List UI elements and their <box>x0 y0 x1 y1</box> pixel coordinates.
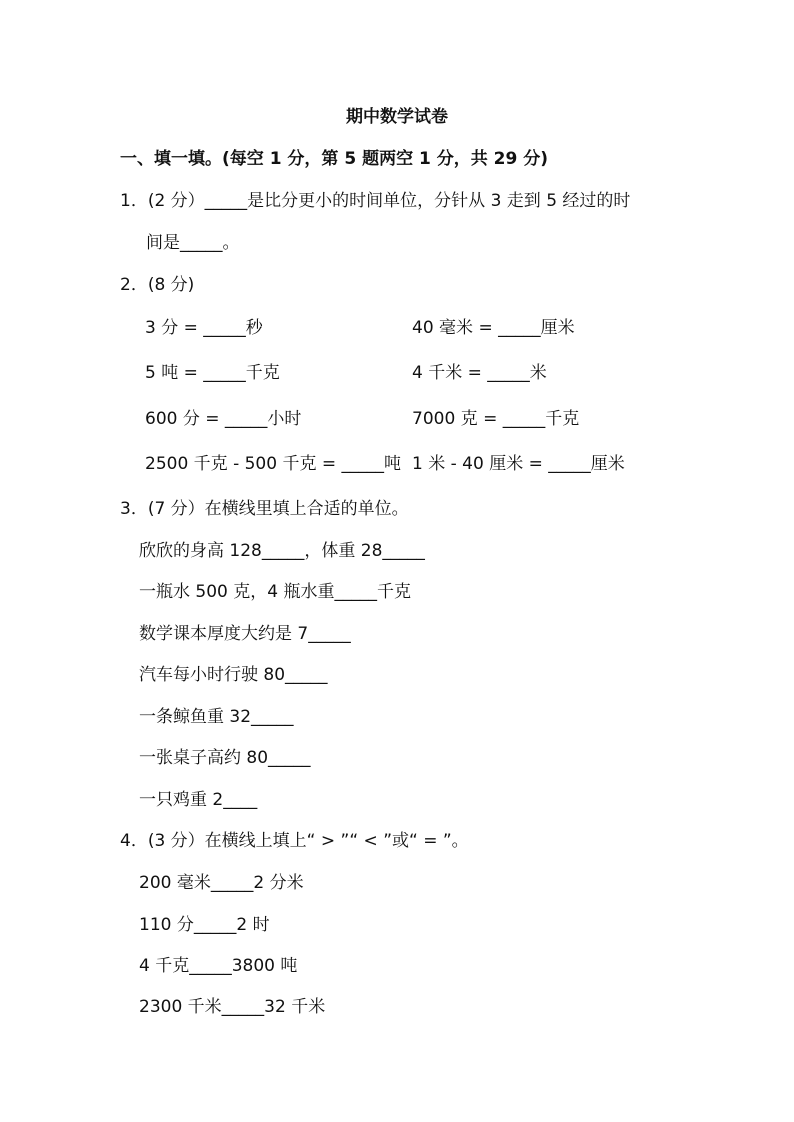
question-3-item: 欣欣的身高 128_____，体重 28_____ <box>139 541 425 561</box>
question-2-item: 5 吨 = _____千克 <box>145 363 280 383</box>
page-title: 期中数学试卷 <box>346 107 448 127</box>
question-3-item: 数学课本厚度大约是 7_____ <box>139 624 351 644</box>
question-4-heading: 4．(3 分）在横线上填上“ > ”“ < ”或“ = ”。 <box>120 831 469 851</box>
question-4-item: 2300 千米_____32 千米 <box>139 997 326 1017</box>
question-2-item: 1 米 - 40 厘米 = _____厘米 <box>412 454 625 474</box>
question-3-item: 一条鲸鱼重 32_____ <box>139 707 294 727</box>
question-4-item: 4 千克_____3800 吨 <box>139 956 298 976</box>
question-2-item: 4 千米 = _____米 <box>412 363 547 383</box>
question-3-heading: 3．(7 分）在横线里填上合适的单位。 <box>120 499 409 519</box>
question-1-line-2: 间是_____。 <box>146 233 240 253</box>
question-2-item: 7000 克 = _____千克 <box>412 409 580 429</box>
question-3-item: 一只鸡重 2____ <box>139 790 258 810</box>
question-3-item: 汽车每小时行驶 80_____ <box>139 665 328 685</box>
question-4-item: 110 分_____2 时 <box>139 915 270 935</box>
question-2-item: 3 分 = _____秒 <box>145 318 263 338</box>
question-3-item: 一瓶水 500 克，4 瓶水重_____千克 <box>139 582 411 602</box>
question-2-item: 40 毫米 = _____厘米 <box>412 318 575 338</box>
question-2-item: 600 分 = _____小时 <box>145 409 302 429</box>
question-2-item: 2500 千克 - 500 千克 = _____吨 <box>145 454 402 474</box>
question-3-item: 一张桌子高约 80_____ <box>139 748 311 768</box>
question-2-heading: 2．(8 分) <box>120 275 195 295</box>
question-4-item: 200 毫米_____2 分米 <box>139 873 304 893</box>
section-heading: 一、填一填。(每空 1 分，第 5 题两空 1 分，共 29 分) <box>120 149 549 169</box>
question-1-line-1: 1．(2 分）_____是比分更小的时间单位，分针从 3 走到 5 经过的时 <box>120 191 631 211</box>
